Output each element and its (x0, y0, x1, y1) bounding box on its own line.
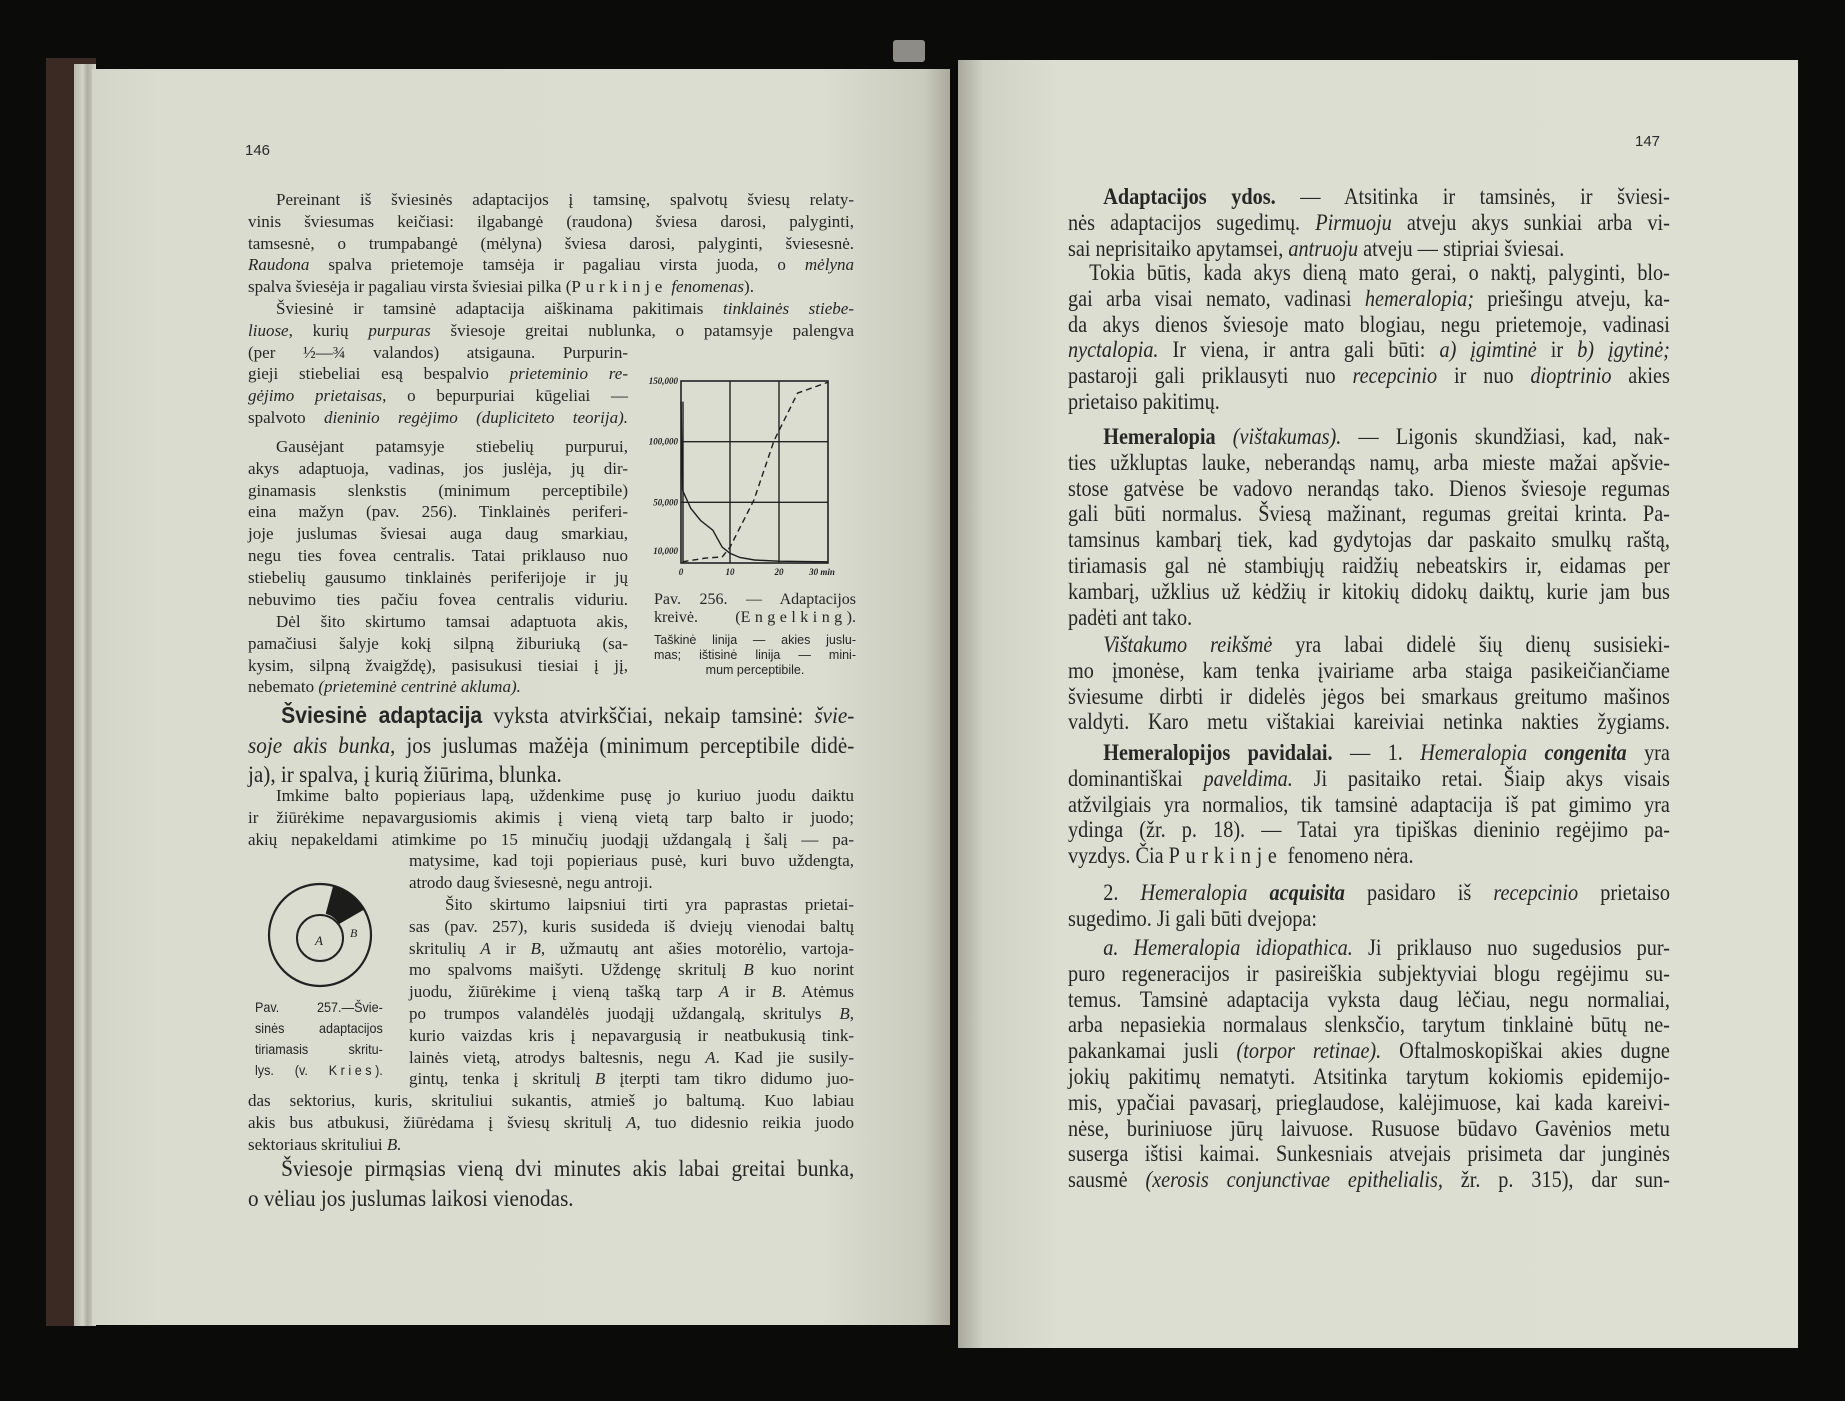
text-segment: puro regeneracijos ir pasireiškia subjektyviai blogu regėjimu su- (1068, 960, 1670, 986)
text-segment: acquisita (1269, 880, 1345, 905)
text-segment: (xerosis conjunctivae epithelialis, (1145, 1167, 1443, 1193)
text-line (1068, 210, 1670, 236)
left-page (92, 69, 950, 1325)
text-segment: jokių pakitimų nematyti. Atsitinka tarytum kokiomis epidemijo- (1068, 1063, 1670, 1089)
text-line (1068, 906, 1670, 932)
adaptation-curve-chart (528, 370, 848, 585)
text-segment: Tokia būtis, kada akys dieną mato gerai, o naktį, palyginti, blo- (1089, 260, 1670, 285)
text-segment: eina mažyn (pav. 256). Tinklainės periferi- (248, 502, 628, 522)
text-line (409, 894, 854, 916)
page-number: 146 (245, 142, 271, 159)
text-segment: spalva prietemoje tamsėja ir pagaliau virsta juoda, o (309, 255, 805, 275)
text-segment: recepcinio (1493, 880, 1579, 905)
text-segment: Šviesoje pirmąsias vieną dvi minutes akis labai greitai bunka, (281, 1156, 855, 1181)
text-segment: spalvoto (248, 407, 324, 427)
text-line (409, 959, 854, 981)
paragraph (1068, 260, 1670, 415)
text-segment: ir žiūrėkime nepavargusiomis akimis į vieną vietą tarp balto ir juodo; (248, 807, 854, 827)
text-segment: ja), ir spalva, į kurią žiūrima, blunka. (248, 762, 562, 787)
x-tick-label: 20 (774, 567, 784, 577)
text-segment: nebuvimo ties pačiu fovea centralis viduriu. (248, 589, 628, 609)
text-segment: purpuras (368, 320, 431, 340)
text-segment: yra labai didelė šių dienų susisieki- (1272, 632, 1670, 657)
text-segment: akys adaptuoja, vadinas, jos juslėja, jų dir- (248, 458, 628, 478)
text-segment: pakankamai jusli (1068, 1038, 1237, 1064)
text-line (248, 829, 854, 851)
text-segment: prietaiso pakitimų. (1068, 388, 1220, 414)
text-segment: ir (729, 982, 772, 1002)
text-segment: Hemeralopia (1140, 880, 1248, 905)
text-segment: gėjimo prietaisas (248, 386, 383, 406)
text-segment: Dėl šito skirtumo tamsai adaptuota akis, (276, 612, 628, 631)
text-segment: a) įgimtinė (1439, 337, 1537, 363)
text-segment: Taškinė linija — akies juslu- (654, 633, 856, 647)
text-line (248, 1090, 854, 1112)
x-tick-label: 30 min (809, 567, 835, 577)
text-segment: da akys dienos šviesoje mato blogiau, negu prietemoje, vadinasi (1068, 311, 1670, 337)
text-segment: ir (490, 938, 531, 958)
text-segment: ginamasis slenkstis (minimum perceptibile) (248, 480, 628, 500)
text-line (409, 1003, 854, 1025)
text-line (1068, 1064, 1670, 1090)
text-segment (1247, 880, 1269, 905)
page-number: 147 (1635, 133, 1661, 150)
text-line (1068, 766, 1670, 792)
text-segment: tiriamasis skritu- (255, 1041, 383, 1057)
text-segment: Šviesinė adaptacija (281, 702, 483, 728)
text-segment: stose gatvėse be vadovo nerandąs tako. Dienos šviesoje regumas (1068, 475, 1670, 501)
text-line (248, 1154, 854, 1184)
text-segment: a. Hemeralopia idiopathica. (1103, 935, 1353, 960)
text-segment: Raudona (248, 255, 310, 275)
text-segment: A (705, 1047, 716, 1067)
paragraph (1068, 880, 1670, 932)
text-segment: Purkinje (571, 277, 668, 297)
text-line (1068, 286, 1670, 312)
text-line (248, 1184, 854, 1214)
text-segment: lys. (v. (255, 1062, 329, 1078)
text-segment: 2. (1103, 880, 1141, 905)
y-tick-label: 50,000 (653, 497, 678, 508)
text-line (1068, 658, 1670, 684)
text-segment: žr. p. 315), dar sun- (1442, 1167, 1670, 1193)
text-line (1068, 527, 1670, 553)
text-line (248, 189, 854, 211)
plot-frame (681, 381, 828, 563)
text-segment: ). (744, 277, 754, 297)
text-line (1068, 632, 1670, 658)
text-line (1068, 1167, 1670, 1193)
text-line (1068, 605, 1670, 631)
text-segment: akis bus atbukusi, žiūrėdama į šviesų skritulį (248, 1112, 627, 1132)
text-segment: jos juslumas mažėja (minimum perceptibile didė- (395, 732, 855, 758)
text-line (248, 655, 628, 677)
text-segment: juodu, žiūrėkime į vieną tašką tarp (409, 982, 719, 1002)
spine-bookmark (893, 40, 925, 62)
text-segment: stiebelių gausumo tinklainės periferijoje ir jų (248, 567, 628, 587)
text-segment: sausmė (1068, 1167, 1146, 1193)
text-segment: Engelking (740, 608, 847, 626)
text-line (1068, 684, 1670, 710)
text-segment (1527, 740, 1544, 765)
text-segment: mo spalvoms maišyti. Uždengę skritulį (409, 960, 744, 980)
text-segment: atveju akys sunkiai arba vi- (1391, 209, 1670, 235)
text-segment: vinis šviesumas keičiasi: ilgabangė (raudona) šviesa darosi, palyginti, (248, 211, 854, 231)
text-segment: Šito skirtumo laipsniui tirti yra paprastas prietai- (445, 895, 854, 914)
text-segment: B (530, 938, 541, 958)
text-line (248, 676, 628, 698)
text-segment: fenomeno nėra. (1282, 843, 1414, 869)
text-segment: antruoju (1288, 235, 1359, 261)
text-segment: suserga ištisi kaimai. Sunkesniais atvejais prisimeta dar junginės (1068, 1141, 1670, 1167)
text-segment: Ir viena, ir antra gali būti: (1158, 337, 1440, 363)
text-segment: ir (1536, 337, 1578, 363)
text-line (409, 981, 854, 1003)
text-segment: mum perceptibile. (705, 663, 805, 677)
text-segment: sugedimo. Ji gali būti dvejopa: (1068, 905, 1318, 931)
text-segment: hemeralopia; (1364, 285, 1474, 311)
text-segment: pasidaro iš (1344, 880, 1494, 905)
text-line (1068, 1141, 1670, 1167)
text-line (248, 1134, 854, 1156)
text-line (248, 320, 854, 342)
text-segment: , (849, 1003, 854, 1023)
text-segment: liuose (248, 320, 289, 340)
text-segment: vyksta atvirkščiai, nekaip tamsinė: (482, 703, 815, 728)
text-segment: prieteminio re- (509, 364, 628, 384)
text-segment: mis, ypačiai pavasarį, prieglaudose, kalėjimuose, kai kada kareivi- (1068, 1089, 1670, 1115)
text-line (248, 254, 854, 276)
text-segment: mo įmonėse, kam tenka įvairiame arba staiga pasikeičiančiame (1068, 657, 1670, 683)
text-segment: o vėliau jos juslumas laikosi vienodas. (248, 1185, 574, 1211)
text-line (409, 872, 854, 894)
text-segment: tiriamasis gal nė stambiųjų raidžių nebeatskirs ir, eidamas per (1068, 552, 1670, 578)
text-segment: vyzdys. Čia (1068, 843, 1169, 869)
text-segment: , tuo didesnio reikia juodo (636, 1112, 854, 1132)
text-segment: (per ½—¾ valandos) atsigauna. Purpurin- (248, 342, 628, 362)
text-segment: Pirmuoju (1315, 209, 1392, 235)
text-segment: Hemeralopia (1103, 424, 1216, 449)
text-line (1068, 1038, 1670, 1064)
text-line (409, 916, 854, 938)
text-segment: padėti ant tako. (1068, 604, 1193, 630)
text-segment: ties užkluptas lauke, neberandąs namų, arba mieste mažai apšvie- (1068, 449, 1670, 475)
text-line (1068, 987, 1670, 1013)
text-segment: dioptrinio (1530, 363, 1612, 389)
text-segment: B (839, 1003, 850, 1023)
text-line (1068, 337, 1670, 363)
text-segment: priešingu atveju, ka- (1473, 285, 1670, 311)
text-segment: ir nuo (1437, 363, 1531, 389)
text-line (409, 1047, 854, 1069)
text-segment: Hemeralopijos pavidalai. (1103, 740, 1333, 765)
text-line (1068, 476, 1670, 502)
text-segment: das sektorius, kuris, skrituliui sukantis, atmieš jo baltumą. Kuo labiau (248, 1091, 854, 1111)
text-segment: Gausėjant patamsyje stiebelių purpurui, (276, 437, 628, 456)
text-line (248, 342, 628, 364)
text-segment: Pav. 256. — Adaptacijos (654, 591, 856, 608)
paragraph (1068, 184, 1670, 261)
text-segment: ). (846, 608, 856, 626)
text-line (409, 1068, 854, 1090)
text-segment: A (626, 1112, 637, 1132)
text-segment: nėse, buriniuose jūrų laivuose. Rusuose būdavo Gavėnios metu (1068, 1115, 1670, 1141)
text-segment: — Ligonis skundžiasi, kad, nak- (1341, 424, 1670, 449)
text-segment: ydinga (žr. p. 18). — Tatai yra tipiškas dieninio regėjimo pa- (1068, 817, 1670, 843)
x-tick-label: 0 (678, 567, 684, 577)
text-line (409, 938, 854, 960)
text-line (1068, 579, 1670, 605)
text-segment: (torpor retinae). (1236, 1038, 1382, 1064)
text-segment: akių nepakeldami atimkime po 15 minučių juodąjį uždangalą į šalį — pa- (248, 829, 854, 849)
text-segment: prietaiso (1578, 880, 1670, 905)
text-line (1068, 935, 1670, 961)
text-segment: atveju — stipriai šviesai. (1358, 235, 1565, 261)
paragraph (1068, 424, 1670, 630)
text-segment: sas (pav. 257), kuris susideda iš dviejų vienodai baltų (409, 916, 854, 936)
text-segment: fenomenas (671, 277, 745, 297)
text-segment: Adaptacijos ydos. (1103, 184, 1276, 209)
text-line (1068, 450, 1670, 476)
text-segment: Vištakumo reikšmė (1103, 632, 1273, 657)
y-tick-label: 150,000 (648, 376, 678, 386)
text-line (1068, 817, 1670, 843)
text-segment: B (594, 1069, 606, 1089)
text-segment: tinklainės stiebe- (723, 299, 854, 318)
text-segment: kambarį, užklius už kėdžių ir kitokių didokų daiktų, kurie jam bus (1068, 578, 1670, 604)
disc-label-b: B (350, 926, 358, 940)
text-line (654, 663, 856, 678)
text-segment: mas; ištisinė linija — mini- (654, 648, 856, 662)
text-segment: Ji priklauso nuo sugedusios pur- (1352, 935, 1670, 960)
text-line (1068, 880, 1670, 906)
figure-256-caption (654, 591, 856, 626)
text-line (1068, 501, 1670, 527)
text-line (654, 591, 856, 609)
text-segment: mėlyna (804, 255, 854, 275)
text-segment: atrodo daug šviesesnė, negu antroji. (409, 873, 653, 893)
text-segment: dieninio regėjimo (dupliciteto teorija). (323, 407, 629, 427)
figure-256-note (654, 633, 856, 678)
text-segment: gieji stiebeliai esą bespalvio (248, 364, 510, 384)
text-segment: atžvilgiais yra normalios, tik tamsinė adaptacija iš pat gimimo yra (1068, 791, 1670, 817)
text-segment: , užmautų ant ašies motorėlio, vartoja- (540, 938, 855, 958)
text-segment: dominantiškai (1068, 765, 1204, 791)
text-line (248, 807, 854, 829)
text-line (248, 589, 628, 611)
text-line (654, 648, 856, 663)
text-line (248, 211, 854, 233)
text-segment: yra (1626, 740, 1670, 765)
text-segment: sai neprisitaiko apytamsei, (1068, 235, 1289, 261)
text-line (1068, 1116, 1670, 1142)
text-line (1068, 260, 1670, 286)
text-segment: — Atsitinka ir tamsinės, ir šviesi- (1275, 184, 1670, 209)
paragraph (248, 189, 854, 298)
text-segment: B. (386, 1134, 402, 1154)
text-segment: ). (375, 1062, 383, 1078)
series-line-sensitivity (683, 382, 829, 562)
text-segment: kurio vaizdas kris į nepavargusią ir neatbukusią tink- (409, 1025, 854, 1045)
text-line (1068, 424, 1670, 450)
right-page (958, 60, 1798, 1348)
text-line (248, 276, 854, 298)
text-line (1068, 740, 1670, 766)
text-line (248, 611, 628, 633)
text-segment: nės adaptacijos sugedimų. (1068, 209, 1316, 235)
text-segment: švie- (814, 703, 855, 728)
text-segment: įterpti tam tikro didumo juo- (605, 1069, 855, 1089)
paragraph (1068, 740, 1670, 869)
text-segment: akies (1611, 363, 1670, 389)
text-segment: soje akis bunka, (248, 732, 396, 758)
text-line (248, 233, 854, 255)
text-segment: (vištakumas). (1215, 424, 1342, 449)
paragraph (248, 894, 854, 1156)
text-line (409, 1025, 854, 1047)
text-segment: tamsesnė, o trumpabangė (mėlyna) šviesa darosi, palyginti, šviesesnė. (248, 233, 854, 253)
paragraph (248, 1154, 854, 1213)
text-segment: kysim, silpną žvaigždę), pasisukusi tiesiai į jį, (248, 655, 628, 675)
text-segment: Hemeralopia (1420, 740, 1528, 765)
text-segment: recepcinio (1352, 363, 1438, 389)
text-segment: (prieteminė centrinė akluma). (318, 677, 521, 697)
text-segment: gintų, tenka į skritulį (409, 1069, 595, 1089)
text-segment: negu ties fovea centralis. Tatai priklauso nuo (248, 545, 628, 565)
text-line (1068, 184, 1670, 210)
text-segment: skritulių (409, 938, 481, 958)
text-line (654, 633, 856, 648)
text-segment: pamačiusi šalyje kokį silpną žiburiuką (sa- (248, 633, 628, 653)
text-segment: pastaroji gali priklausyti nuo (1068, 363, 1353, 389)
text-segment: Pereinant iš šviesinės adaptacijos į tamsinę, spalvotų šviesų relaty- (276, 190, 854, 209)
text-line (1068, 1090, 1670, 1116)
text-segment: , kurių (288, 320, 369, 340)
text-segment: gali būti normalus. Šviesą mažinant, regumas greitai krinta. Pa- (1068, 501, 1670, 527)
text-segment: . Atėmus (781, 982, 855, 1002)
text-line (248, 785, 854, 807)
text-segment: nyctalopia. (1068, 337, 1159, 363)
text-segment: , o bepurpuriai kūgeliai — (382, 386, 628, 406)
text-segment: gai arba visai nemato, vadinasi (1068, 285, 1365, 311)
text-line (1068, 843, 1670, 869)
text-line (1068, 236, 1670, 262)
text-segment: matysime, kad toji popieriaus pusė, kuri buvo uždengta, (409, 851, 854, 871)
text-segment: B (771, 982, 782, 1002)
text-segment: — 1. (1332, 740, 1421, 765)
disc-label-a: A (315, 933, 323, 948)
text-line (1068, 709, 1670, 735)
text-segment: A (480, 938, 491, 958)
text-line (248, 1112, 854, 1134)
text-segment: tamsinus kambarį tiek, kad gydytojas dar paskaito smulkų raštą, (1068, 527, 1670, 553)
text-segment: kreivė. ( (654, 608, 741, 626)
paragraph (1068, 935, 1670, 1193)
text-segment: B (743, 960, 754, 980)
text-segment: kuo norint (753, 960, 854, 980)
text-segment: po trumpos valandėlės juodąjį uždangalą, skritulys (409, 1003, 840, 1023)
text-segment: Kries (328, 1062, 376, 1078)
text-segment: Oftalmoskopiškai akies dugne (1381, 1038, 1670, 1064)
text-segment: temus. Tamsinė adaptacija vyksta daug lėčiau, negu normaliai, (1068, 986, 1670, 1012)
text-segment: nebemato (248, 677, 319, 697)
text-segment: . Kad jie susily- (715, 1047, 854, 1067)
text-segment: b) įgytinė; (1577, 337, 1670, 363)
text-segment: sektoriaus skrituliui (248, 1134, 387, 1154)
text-line (1068, 363, 1670, 389)
text-segment: šviesume dirbti ir didelės jėgos bei smarkaus greitumo mašinos (1068, 683, 1670, 709)
series-line-threshold (681, 402, 828, 562)
text-segment: Šviesinė ir tamsinė adaptacija aiškinama pakitimais (276, 299, 723, 318)
text-segment: spalva šviesėja ir pagaliau virsta šviesiai pilka ( (248, 277, 572, 297)
text-segment: Imkime balto popieriaus lapą, uždenkime pusę jo kuriuo juodu daiktu (276, 786, 854, 805)
text-segment: Purkinje (1168, 843, 1283, 869)
text-line (248, 701, 854, 731)
text-line (248, 633, 628, 655)
text-line (1068, 961, 1670, 987)
text-line (1068, 792, 1670, 818)
text-segment: congenita (1544, 740, 1627, 765)
text-segment: joje juslumas šviesai auga daug smarkiau, (248, 524, 628, 544)
text-segment: paveldima. (1203, 765, 1293, 791)
paragraph (248, 701, 854, 790)
text-segment: arba nepasiekia normalaus slenksčio, tarytum tinklainė būtų ne- (1068, 1012, 1670, 1038)
text-segment: Pav. 257.—Švie- (255, 999, 383, 1015)
text-line (248, 298, 854, 320)
x-tick-label: 10 (725, 567, 735, 577)
text-line (1068, 312, 1670, 338)
text-segment: šviesoje greitai nublunka, o patamsyje palengva (430, 320, 854, 340)
text-line (248, 731, 854, 761)
paragraph (1068, 632, 1670, 735)
text-segment: valdyti. Karo metu vištakiai kareiviai netinka nakties žygiams. (1068, 709, 1670, 735)
text-segment: lainės vietą, atrodys baltesnis, negu (409, 1047, 706, 1067)
text-segment: A (718, 982, 730, 1002)
text-line (654, 609, 856, 627)
text-line (1068, 553, 1670, 579)
text-line (409, 850, 854, 872)
text-line (1068, 1012, 1670, 1038)
text-segment: sinės adaptacijos (255, 1020, 383, 1036)
text-segment: Ji pasitaiko retai. Šiaip akys visais (1292, 765, 1670, 791)
text-line (1068, 389, 1670, 415)
y-tick-label: 100,000 (648, 436, 678, 447)
y-tick-label: 10,000 (653, 545, 678, 556)
